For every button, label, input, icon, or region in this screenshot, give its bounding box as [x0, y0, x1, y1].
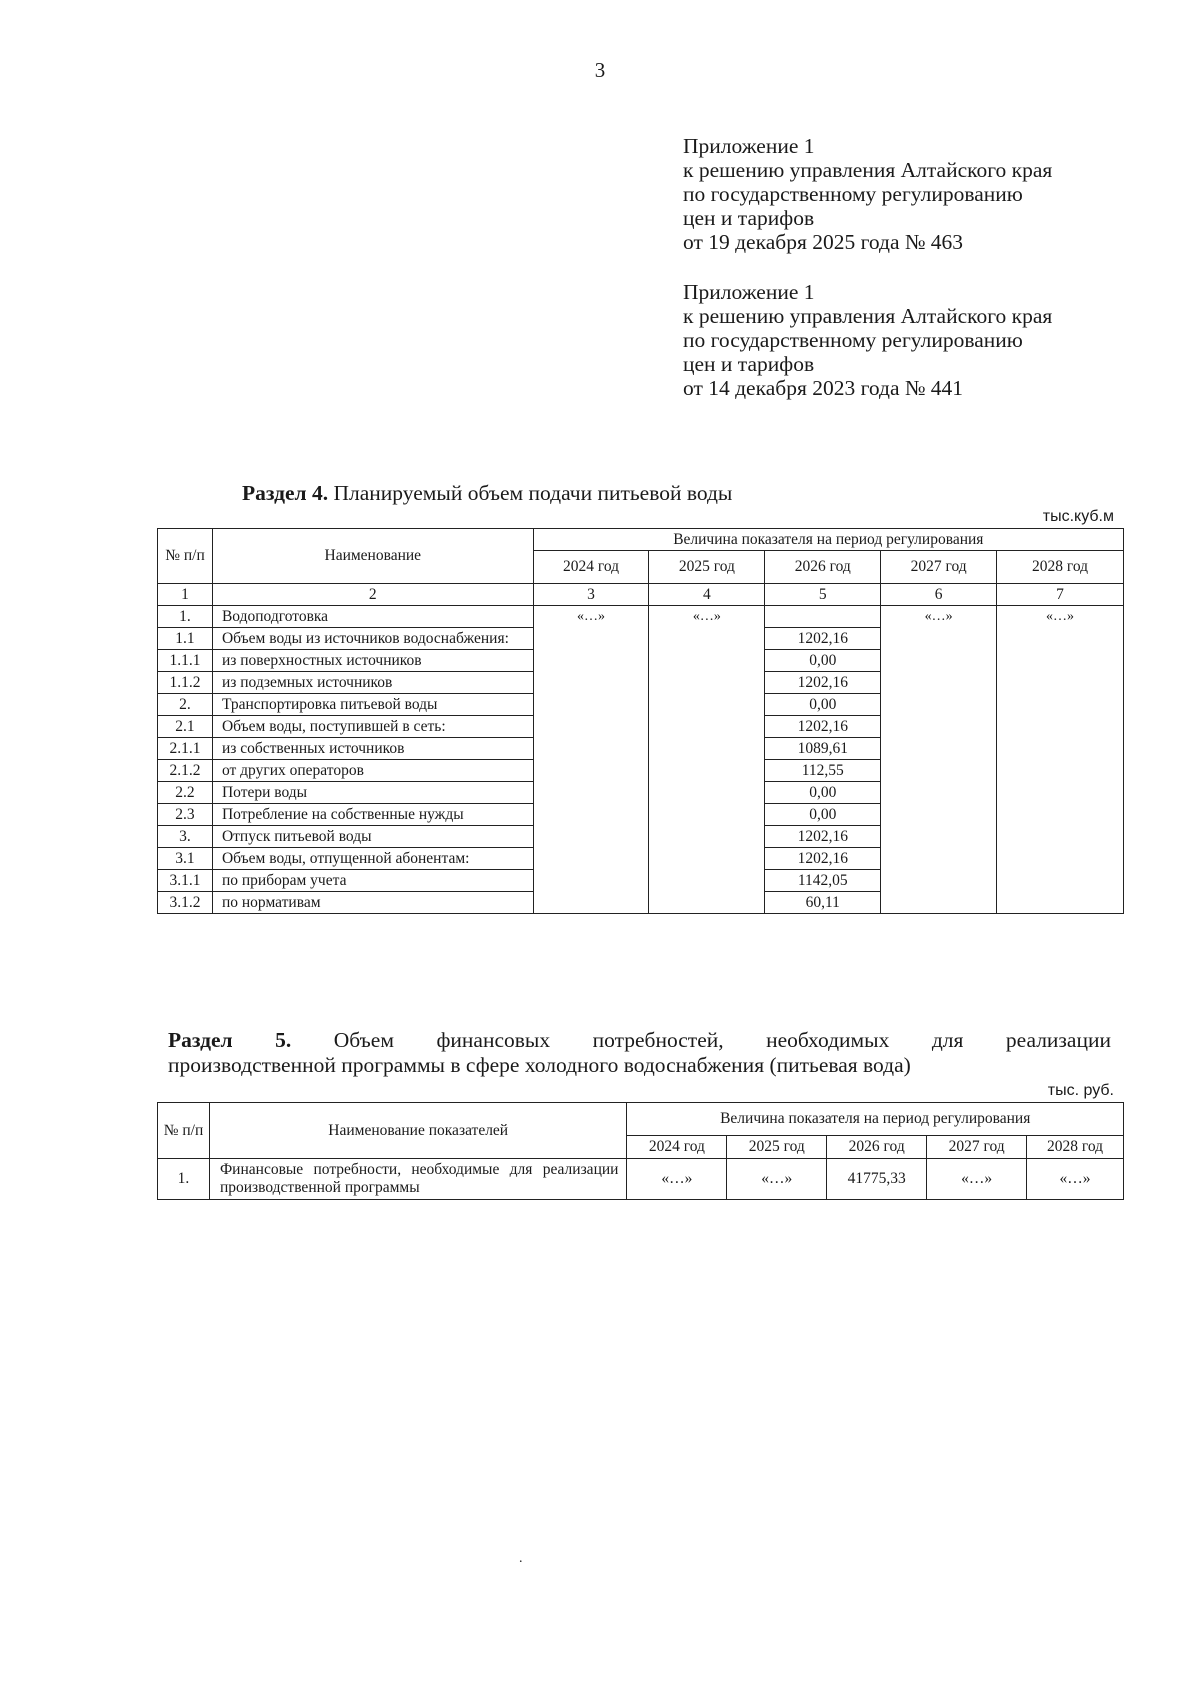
value-2026: 1202,16	[765, 826, 881, 848]
appendix-current	[683, 134, 1052, 254]
value-2026: 0,00	[765, 650, 881, 672]
value-2026: 1089,61	[765, 738, 881, 760]
value-2026: 1202,16	[765, 848, 881, 870]
table-row	[158, 672, 1124, 694]
value-2028: «…»	[1027, 1159, 1124, 1200]
appendix-line: к решению управления Алтайского края	[683, 158, 1053, 182]
row-name: Объем воды из источников водоснабжения:	[212, 628, 533, 650]
row-name: Потребление на собственные нужды	[212, 804, 533, 826]
page-number: 3	[594, 58, 606, 82]
row-num: 1.	[158, 606, 213, 628]
header-year: 2027 год	[927, 1136, 1027, 1159]
col-number: 6	[881, 584, 997, 606]
header-name: Наименование показателей	[209, 1103, 627, 1159]
table-row	[158, 716, 1124, 738]
col-number: 1	[158, 584, 213, 606]
row-num: 3.1.1	[158, 870, 213, 892]
value-2026: 0,00	[765, 804, 881, 826]
section5-title-line1	[168, 1028, 1111, 1053]
row-num: 2.2	[158, 782, 213, 804]
row-num: 1.1	[158, 628, 213, 650]
value-2028: «…»	[997, 606, 1124, 628]
row-num: 2.	[158, 694, 213, 716]
header-year: 2024 год	[533, 551, 649, 584]
col-number: 5	[765, 584, 881, 606]
row-name: Транспортировка питьевой воды	[212, 694, 533, 716]
col-number: 7	[997, 584, 1124, 606]
header-year: 2025 год	[649, 551, 765, 584]
value-2026: 112,55	[765, 760, 881, 782]
section4-title-text: Планируемый объем подачи питьевой воды	[328, 481, 733, 505]
row-num: 2.1.2	[158, 760, 213, 782]
table-row	[158, 650, 1124, 672]
value-2026: 1142,05	[765, 870, 881, 892]
row-name: Финансовые потребности, необходимые для реализации производственной программы	[209, 1159, 627, 1200]
header-year: 2026 год	[827, 1136, 927, 1159]
table-row	[158, 892, 1124, 914]
row-num: 2.3	[158, 804, 213, 826]
row-num: 3.1.2	[158, 892, 213, 914]
col-number: 3	[533, 584, 649, 606]
value-2026	[765, 606, 881, 628]
section5-title-line2: производственной программы в сфере холодного водоснабжения (питьевая вода)	[168, 1053, 911, 1077]
row-name: из подземных источников	[212, 672, 533, 694]
section5-unit: тыс. руб.	[1047, 1082, 1114, 1099]
header-year: 2025 год	[727, 1136, 827, 1159]
footer-mark: .	[519, 1551, 523, 1566]
section4-title-label: Раздел 4.	[242, 481, 329, 505]
col-number: 2	[212, 584, 533, 606]
section5-table	[157, 1102, 1124, 1200]
header-period: Величина показателя на период регулирования	[533, 529, 1123, 551]
appendix-line: Приложение 1	[683, 134, 815, 158]
appendix-line: от 19 декабря 2025 года № 463	[683, 230, 963, 254]
table-row	[158, 826, 1124, 848]
value-2026: 1202,16	[765, 716, 881, 738]
row-name: по нормативам	[212, 892, 533, 914]
appendix-line: цен и тарифов	[683, 352, 815, 376]
table-row	[158, 870, 1124, 892]
header-period: Величина показателя на период регулирования	[627, 1103, 1124, 1136]
value-2026: 1202,16	[765, 672, 881, 694]
section4-unit: тыс.куб.м	[1042, 508, 1114, 525]
table-row	[158, 1159, 1124, 1200]
table-row	[158, 628, 1124, 650]
value-2025: «…»	[649, 606, 765, 628]
value-2027: «…»	[927, 1159, 1027, 1200]
row-name: Объем воды, отпущенной абонентам:	[212, 848, 533, 870]
value-2024: «…»	[627, 1159, 727, 1200]
row-num: 1.1.1	[158, 650, 213, 672]
header-name: Наименование	[212, 529, 533, 584]
value-2027: «…»	[881, 606, 997, 628]
row-num: 1.1.2	[158, 672, 213, 694]
value-2026: 1202,16	[765, 628, 881, 650]
row-num: 3.1	[158, 848, 213, 870]
table-row	[158, 804, 1124, 826]
appendix-line: к решению управления Алтайского края	[683, 304, 1053, 328]
section5-title-label: Раздел 5.	[168, 1028, 292, 1052]
value-2026: 41775,33	[827, 1159, 927, 1200]
header-num: № п/п	[158, 529, 213, 584]
value-2026: 60,11	[765, 892, 881, 914]
section5-title-text: Объем финансовых потребностей, необходимых для реализации	[291, 1028, 1111, 1052]
table-row	[158, 760, 1124, 782]
header-num: № п/п	[158, 1103, 210, 1159]
value-2024: «…»	[533, 606, 649, 628]
header-year: 2024 год	[627, 1136, 727, 1159]
section4-title	[242, 481, 732, 506]
row-name: Водоподготовка	[212, 606, 533, 628]
header-year: 2028 год	[1027, 1136, 1124, 1159]
value-2026: 0,00	[765, 694, 881, 716]
header-year: 2027 год	[881, 551, 997, 584]
col-number: 4	[649, 584, 765, 606]
value-2026: 0,00	[765, 782, 881, 804]
appendix-line: цен и тарифов	[683, 206, 815, 230]
header-year: 2028 год	[997, 551, 1124, 584]
table-row	[158, 782, 1124, 804]
table-row	[158, 606, 1124, 628]
appendix-line: от 14 декабря 2023 года № 441	[683, 376, 963, 400]
section5-title	[168, 1028, 1111, 1078]
section4-table	[157, 528, 1124, 914]
table-row	[158, 738, 1124, 760]
row-name: от других операторов	[212, 760, 533, 782]
row-name: из собственных источников	[212, 738, 533, 760]
table-row	[158, 848, 1124, 870]
value-2025: «…»	[727, 1159, 827, 1200]
row-num: 2.1.1	[158, 738, 213, 760]
appendix-line: Приложение 1	[683, 280, 815, 304]
row-name: по приборам учета	[212, 870, 533, 892]
row-name: Объем воды, поступившей в сеть:	[212, 716, 533, 738]
row-num: 2.1	[158, 716, 213, 738]
appendix-line: по государственному регулированию	[683, 182, 1023, 206]
row-name: из поверхностных источников	[212, 650, 533, 672]
appendix-line: по государственному регулированию	[683, 328, 1023, 352]
header-year: 2026 год	[765, 551, 881, 584]
row-name: Отпуск питьевой воды	[212, 826, 533, 848]
table-row	[158, 694, 1124, 716]
row-name: Потери воды	[212, 782, 533, 804]
appendix-previous	[683, 280, 1052, 400]
row-num: 1.	[158, 1159, 210, 1200]
row-num: 3.	[158, 826, 213, 848]
